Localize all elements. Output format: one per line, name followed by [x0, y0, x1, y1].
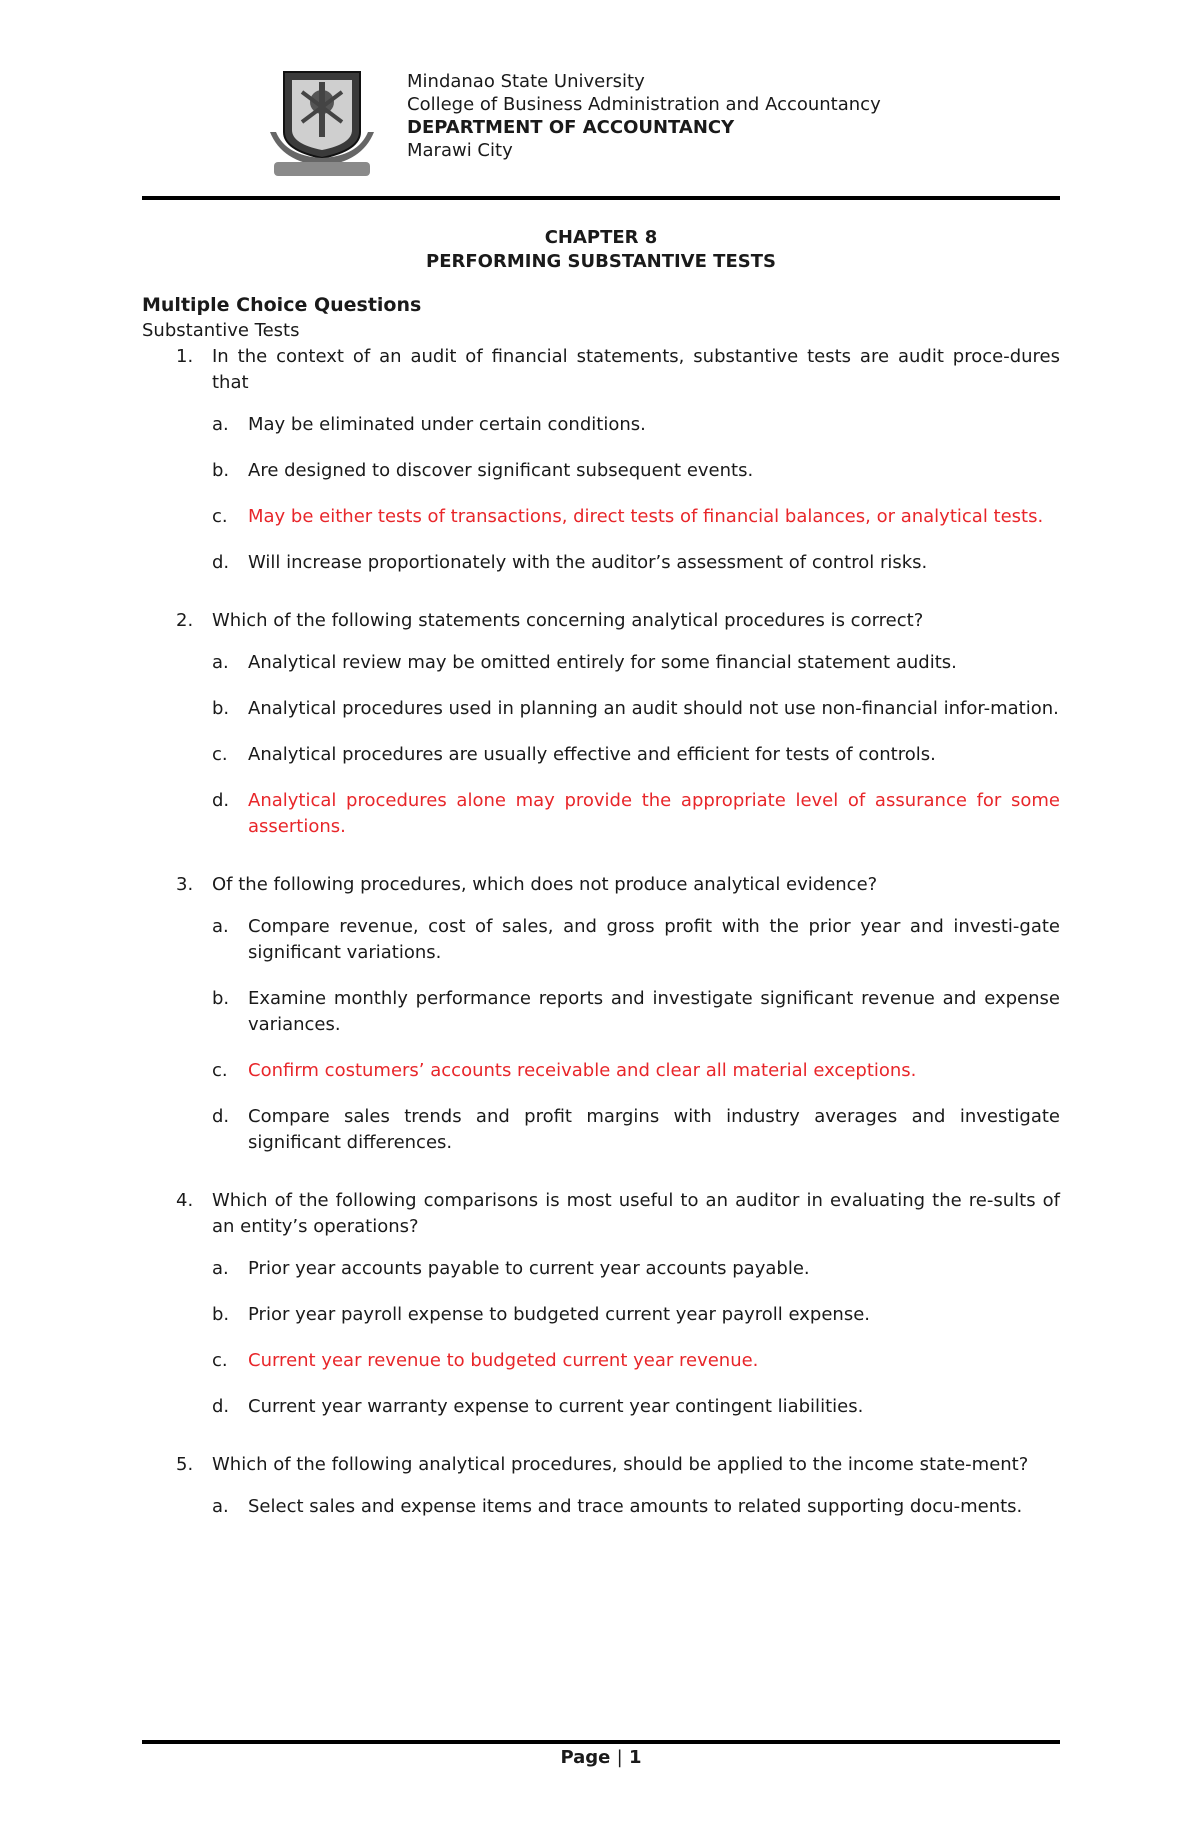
page-label: Page	[560, 1747, 611, 1768]
option-b: b. Are designed to discover significant subsequent events.	[212, 460, 754, 481]
option-d: d. Current year warranty expense to current year contingent liabilities.	[212, 1396, 864, 1417]
option-a: a. Select sales and expense items and trace amounts to related supporting docu-ments.	[212, 1496, 1023, 1517]
option-a: a. May be eliminated under certain conditions.	[212, 414, 646, 435]
institution-block	[407, 70, 881, 162]
question-number: 5.	[176, 1454, 194, 1475]
university-seal-icon	[262, 62, 382, 182]
question-number: 3.	[176, 874, 194, 895]
option-a: a. Compare revenue, cost of sales, and gross profit with the prior year and investi-gate significant variations.	[212, 916, 1060, 963]
option-c-correct: c. Current year revenue to budgeted current year revenue.	[212, 1350, 759, 1371]
question-2	[142, 608, 1060, 840]
option-d: d. Will increase proportionately with the auditor’s assessment of control risks.	[212, 552, 928, 573]
page-separator: |	[616, 1747, 623, 1768]
option-a: a. Analytical review may be omitted entirely for some financial statement audits.	[212, 652, 957, 673]
university-name: Mindanao State University	[407, 71, 645, 92]
option-c: c. Analytical procedures are usually effective and efficient for tests of controls.	[212, 744, 936, 765]
chapter-number: CHAPTER 8	[544, 227, 658, 248]
option-b: b. Analytical procedures used in planning an audit should not use non-financial infor-mation.	[212, 698, 1059, 719]
letterhead	[262, 62, 1062, 182]
question-text: Of the following procedures, which does not produce analytical evidence?	[212, 874, 878, 895]
footer-rule	[142, 1740, 1060, 1744]
option-b: b. Prior year payroll expense to budgeted current year payroll expense.	[212, 1304, 871, 1325]
question-text: In the context of an audit of financial statements, substantive tests are audit proce-dures that	[212, 346, 1060, 393]
question-4	[142, 1188, 1060, 1420]
chapter-heading	[142, 226, 1060, 274]
page-footer	[142, 1747, 1060, 1768]
page-number: 1	[629, 1747, 642, 1768]
question-number: 1.	[176, 346, 194, 367]
question-number: 4.	[176, 1190, 194, 1211]
chapter-title: PERFORMING SUBSTANTIVE TESTS	[426, 251, 776, 272]
question-5	[142, 1452, 1060, 1520]
option-c-correct: c. Confirm costumers’ accounts receivable and clear all material exceptions.	[212, 1060, 917, 1081]
document-body	[142, 292, 1060, 1552]
section-title: Multiple Choice Questions	[142, 294, 422, 316]
topic-label: Substantive Tests	[142, 320, 300, 341]
option-d-correct: d. Analytical procedures alone may provide the appropriate level of assurance for some assertions.	[212, 790, 1060, 837]
question-text: Which of the following analytical procedures, should be applied to the income state-ment?	[212, 1454, 1029, 1475]
question-3	[142, 872, 1060, 1156]
header-rule	[142, 196, 1060, 200]
question-text: Which of the following statements concerning analytical procedures is correct?	[212, 610, 924, 631]
option-b: b. Examine monthly performance reports and investigate significant revenue and expense variances.	[212, 988, 1060, 1035]
department-name: DEPARTMENT OF ACCOUNTANCY	[407, 117, 735, 138]
city-name: Marawi City	[407, 140, 513, 161]
question-text: Which of the following comparisons is most useful to an auditor in evaluating the re-sults of an entity’s operations?	[212, 1190, 1060, 1237]
question-number: 2.	[176, 610, 194, 631]
option-c-correct: c. May be either tests of transactions, direct tests of financial balances, or analytical tests.	[212, 506, 1044, 527]
question-1	[142, 344, 1060, 576]
option-a: a. Prior year accounts payable to current year accounts payable.	[212, 1258, 810, 1279]
option-d: d. Compare sales trends and profit margins with industry averages and investigate significant differences.	[212, 1106, 1060, 1153]
college-name: College of Business Administration and Accountancy	[407, 94, 881, 115]
